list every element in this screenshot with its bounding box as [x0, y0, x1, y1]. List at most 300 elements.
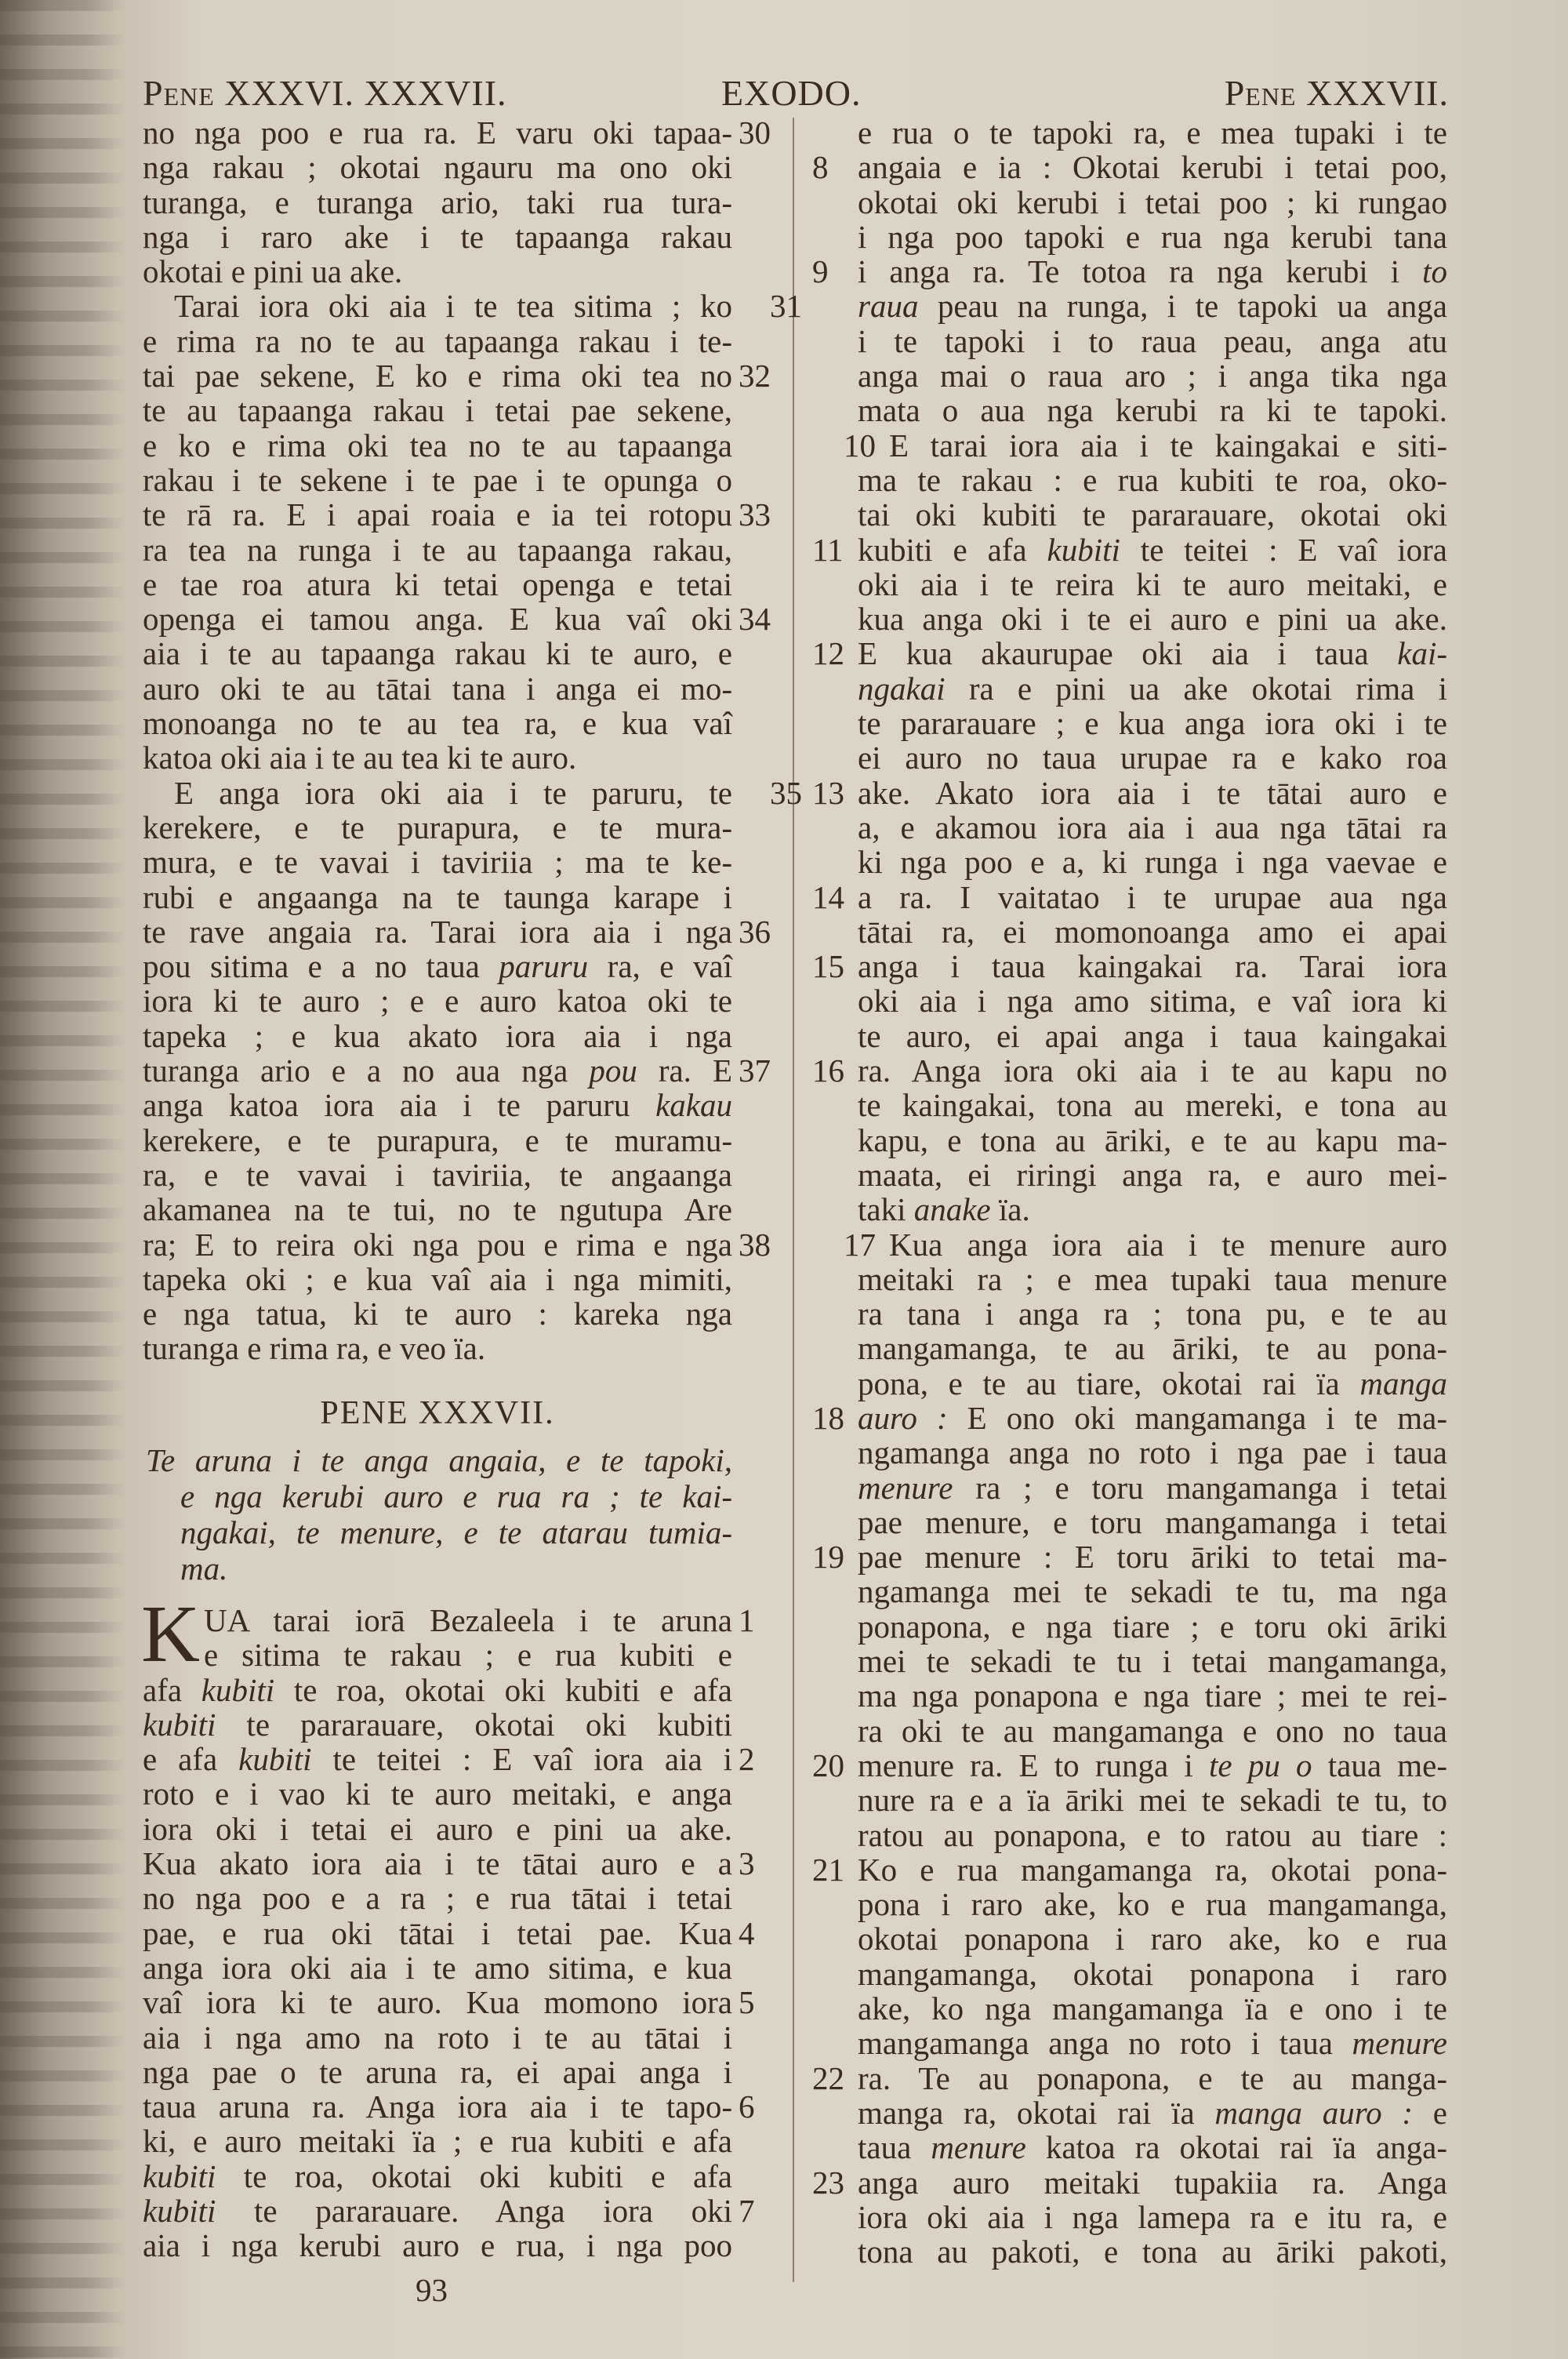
text-run: Ko e rua mangamanga ra, okotai pona-	[858, 1851, 1447, 1888]
text-run: e sitima te rakau ; e rua kubiti e	[204, 1637, 732, 1674]
text-line	[858, 810, 1447, 845]
text-run: i nga poo tapoki e rua nga kerubi tana	[858, 218, 1447, 255]
text-line	[143, 1707, 732, 1742]
text-run: afa	[143, 1671, 201, 1708]
text-line	[143, 1158, 732, 1192]
text-run: ïa.	[990, 1191, 1030, 1228]
text-line	[143, 567, 732, 602]
text-line	[858, 1783, 1447, 1817]
text-run: ra tana i anga ra ; tona pu, e te au	[858, 1296, 1447, 1332]
text-line	[143, 393, 732, 427]
text-run: tona au pakoti, e tona au āriki pakoti,	[858, 2234, 1447, 2270]
text-line	[858, 185, 1447, 220]
text-line	[143, 254, 732, 289]
text-run: pou sitima e a no taua	[143, 948, 499, 985]
text-run: turanga ario e a no aua nga	[143, 1052, 590, 1089]
text-line	[858, 2200, 1447, 2234]
text-line	[858, 289, 1447, 323]
text-run: nga rakau ; okotai ngauru ma ono oki	[143, 149, 732, 186]
text-line	[143, 1331, 732, 1365]
text-line	[143, 810, 732, 845]
text-run: mei te sekadi te tu i tetai mangamanga,	[858, 1643, 1447, 1680]
text-line	[858, 115, 1447, 150]
text-run: aia i te au tapaanga rakau ki te auro, e	[143, 635, 732, 672]
verse-number: 5	[739, 1984, 755, 2021]
text-run: e nga kerubi auro e rua ra ; te kai-	[180, 1478, 732, 1514]
text-line	[858, 567, 1447, 602]
text-run: te pararauare, okotai oki kubiti	[216, 1706, 732, 1743]
text-run: taki	[858, 1191, 914, 1228]
text-run: ra tea na runga i te au tapaanga rakau,	[143, 531, 732, 568]
chapter-heading: PENE XXXVII.	[320, 1395, 555, 1431]
text-line	[812, 149, 1447, 186]
text-run: ake. Akato iora aia i te tātai auro e	[858, 774, 1447, 811]
italic-text-run: raua	[858, 288, 919, 325]
text-run: katoa ra okotai rai ïa anga-	[1025, 2129, 1447, 2166]
text-line	[143, 2055, 732, 2089]
text-line	[858, 706, 1447, 740]
chapter-summary	[146, 1442, 732, 1587]
text-line	[858, 220, 1447, 254]
text-line	[143, 288, 802, 325]
text-line	[812, 774, 1447, 811]
text-run: anga iora oki aia i te amo sitima, e kua	[143, 1949, 732, 1986]
text-run: akamanea na te tui, no te ngutupa Are	[143, 1191, 732, 1228]
text-line	[812, 878, 1447, 915]
verse-number: 18	[812, 1399, 844, 1436]
text-run: mura, e te vavai i taviriia ; ma te ke-	[143, 844, 732, 881]
text-run: iora oki aia i nga lamepa ra e itu ra, e	[858, 2198, 1447, 2235]
text-line	[143, 1052, 771, 1089]
text-run: te roa, okotai oki kubiti e afa	[216, 2157, 732, 2194]
italic-text-run: kubiti	[201, 1671, 275, 1708]
text-run: iora ki te auro ; e e auro katoa oki te	[143, 983, 732, 1020]
text-run: ki nga poo e a, ki runga i nga vaevae e	[858, 844, 1447, 881]
text-line	[858, 1714, 1447, 1748]
text-line	[858, 602, 1447, 636]
verse-number: 19	[812, 1539, 844, 1576]
text-run: nga pae o te aruna ra, ei apai anga i	[143, 2053, 732, 2090]
verse-number: 16	[812, 1052, 844, 1089]
italic-text-run: kubiti	[1047, 531, 1120, 568]
text-run: Kua anga iora aia i te menure auro	[889, 1226, 1447, 1263]
text-run: turanga e rima ra, e veo ïa.	[143, 1330, 486, 1367]
text-run: roto e i vao ki te auro meitaki, e anga	[143, 1776, 732, 1812]
verse-number: 8	[812, 149, 829, 186]
text-run: ngamanga mei te sekadi te tu, ma nga	[858, 1573, 1447, 1610]
text-line	[143, 2159, 732, 2194]
text-run: openga ei tamou anga. E kua vaî oki	[143, 601, 732, 638]
text-run: i anga ra. Te totoa ra nga kerubi i	[858, 253, 1423, 290]
text-run: UA tarai iorā Bezaleela i te aruna	[204, 1602, 732, 1638]
text-run: ma te rakau : e rua kubiti te roa, oko-	[858, 461, 1447, 498]
text-run: a ra. I vaitatao i te urupae aua nga	[858, 878, 1447, 915]
text-line	[143, 983, 732, 1018]
text-line	[146, 1442, 732, 1478]
italic-text-run: to	[1422, 253, 1447, 290]
text-line	[858, 393, 1447, 427]
text-line	[858, 1574, 1447, 1608]
text-run: mangamanga anga no roto i taua	[858, 2025, 1352, 2062]
italic-text-run: kakau	[655, 1087, 732, 1124]
text-line	[858, 1818, 1447, 1852]
text-run: ponapona, e nga tiare ; e toru oki āriki	[858, 1608, 1447, 1645]
text-line	[812, 531, 1447, 568]
text-run: ma.	[180, 1550, 228, 1587]
running-header-left	[143, 72, 507, 114]
text-run: ra. Anga iora oki aia i te au kapu no	[858, 1052, 1447, 1089]
text-line	[143, 1741, 755, 1778]
verse-number: 3	[739, 1845, 755, 1882]
text-line	[143, 533, 732, 567]
text-line	[143, 1914, 755, 1951]
column-divider	[793, 118, 794, 2282]
text-run: ake, ko nga mangamanga ïa e ono i te	[858, 1990, 1447, 2027]
italic-text-run: kubiti	[238, 1741, 312, 1778]
verse-number: 38	[739, 1226, 771, 1263]
text-line	[858, 671, 1447, 706]
text-line	[844, 1226, 1447, 1263]
text-run: e nga tatua, ki te auro : kareka nga	[143, 1296, 732, 1332]
text-line	[143, 1296, 732, 1331]
text-run: anga auro meitaki tupakiia ra. Anga	[858, 2164, 1447, 2201]
text-line	[858, 463, 1447, 497]
text-run: ra, e vaî	[588, 948, 733, 985]
text-run: ra ; e toru mangamanga i tetai	[953, 1469, 1447, 1506]
text-run: no nga poo e a ra ; e rua tātai i tetai	[143, 1880, 732, 1917]
text-line	[143, 706, 732, 740]
verse-number: 21	[812, 1851, 844, 1888]
text-run: e ko e rima oki tea no te au tapaanga	[143, 427, 732, 463]
italic-text-run: manga auro :	[1214, 2094, 1414, 2131]
italic-text-run: menure	[858, 1469, 953, 1506]
text-line	[858, 1158, 1447, 1192]
text-line	[143, 880, 732, 914]
text-line	[858, 1921, 1447, 1956]
italic-text-run: auro :	[858, 1399, 948, 1436]
text-run: pae menure, e toru mangamanga i tetai	[858, 1503, 1447, 1540]
text-run: pona, e te au tiare, okotai rai ïa	[858, 1365, 1360, 1401]
verse-number: 20	[812, 1747, 844, 1783]
text-line	[858, 1957, 1447, 1991]
text-run: kua anga oki i te ei auro e pini ua ake.	[858, 601, 1447, 638]
text-run: ngakai, te menure, e te atarau tumia-	[180, 1514, 732, 1550]
text-run: okotai ponapona i raro ake, ko e rua	[858, 1921, 1447, 1957]
text-run: te teitei : E vaî iora aia i	[311, 1741, 732, 1778]
verse-number: 37	[739, 1052, 771, 1089]
text-line	[143, 2020, 732, 2055]
text-line	[143, 114, 771, 151]
verse-number: 1	[739, 1602, 755, 1638]
text-run: no nga poo e rua ra. E varu oki tapaa-	[143, 114, 732, 151]
header-right-prefix: Pene	[1224, 73, 1297, 113]
text-run: katoa oki aia i te au tea ki te auro.	[143, 740, 577, 776]
left-column-body	[143, 1602, 755, 2264]
text-line	[146, 1478, 732, 1514]
text-run: pona i raro ake, ko e rua mangamanga,	[858, 1886, 1447, 1923]
text-run: te teitei : E vaî iora	[1120, 531, 1447, 568]
text-line	[858, 1192, 1447, 1227]
text-line	[143, 324, 732, 358]
text-line	[858, 1123, 1447, 1158]
text-run: Te aruna i te anga angaia, e te tapoki,	[146, 1442, 732, 1478]
text-line	[812, 1399, 1447, 1436]
verse-number: 7	[739, 2193, 755, 2230]
text-line	[143, 1637, 732, 1672]
text-run: okotai e pini ua ake.	[143, 253, 403, 290]
verse-number: 2	[739, 1741, 755, 1778]
text-run: tapeka ; e kua akato iora aia i nga	[143, 1017, 732, 1054]
text-line	[143, 774, 802, 811]
italic-text-run: kubiti	[143, 1706, 216, 1743]
text-line	[858, 2234, 1447, 2269]
verse-number: 30	[739, 114, 771, 151]
text-run: kapu, e tona au āriki, e te au kapu ma-	[858, 1121, 1447, 1158]
text-line	[858, 1887, 1447, 1921]
running-header-book: EXODO.	[721, 73, 862, 113]
verse-number: 12	[812, 635, 844, 672]
text-run: Kua akato iora aia i te tātai auro e a	[143, 1845, 732, 1882]
text-run: ei auro no taua urupae ra e kako roa	[858, 740, 1447, 776]
text-line	[143, 1262, 732, 1296]
text-run: te pararauare ; e kua anga iora oki i te	[858, 705, 1447, 742]
text-run: i te tapoki i to raua peau, anga atu	[858, 322, 1447, 359]
verse-number: 9	[812, 253, 829, 290]
text-run: kerekere, e te purapura, e te muramu-	[143, 1121, 732, 1158]
text-run: tātai ra, ei momonoanga amo ei apai	[858, 913, 1447, 950]
text-line	[143, 1845, 755, 1882]
text-line	[143, 2088, 755, 2125]
text-line	[143, 1984, 755, 2021]
text-run: menure ra. E to runga i	[858, 1747, 1210, 1783]
text-line	[143, 150, 732, 184]
text-run: aia i nga kerubi auro e rua, i nga poo	[143, 2227, 732, 2264]
text-line	[143, 428, 732, 463]
text-line	[143, 671, 732, 706]
text-run: maata, ei riringi anga ra, e auro mei-	[858, 1156, 1447, 1193]
text-line	[143, 740, 732, 775]
text-line	[812, 1851, 1447, 1888]
text-line	[858, 2130, 1447, 2165]
italic-text-run: manga	[1359, 1365, 1447, 1401]
text-line	[146, 1550, 732, 1587]
text-line	[143, 1019, 732, 1053]
text-line	[143, 185, 732, 220]
text-line	[143, 1950, 732, 1985]
text-run: ma nga ponapona e nga tiare ; mei te rei-	[858, 1677, 1447, 1714]
header-left-prefix: Pene	[143, 73, 215, 113]
text-run: Tarai iora oki aia i te tea sitima ; ko	[174, 288, 732, 325]
italic-text-run: kubiti	[143, 2193, 216, 2230]
text-run: E ono oki mangamanga i te ma-	[947, 1399, 1447, 1436]
text-line	[858, 1991, 1447, 2026]
italic-text-run: kai-	[1397, 635, 1447, 672]
text-run: ra e pini ua ake okotai rima i	[945, 670, 1447, 707]
verse-number: 33	[739, 496, 771, 533]
text-line	[143, 496, 771, 533]
text-line	[143, 1881, 732, 1915]
text-line	[143, 2228, 732, 2263]
text-run: ra; E to reira oki nga pou e rima e nga	[143, 1226, 732, 1263]
text-line	[143, 913, 771, 950]
verse-number: 31	[770, 288, 802, 325]
text-run: kerekere, e te purapura, e te mura-	[143, 809, 732, 845]
text-run: E tarai iora aia i te kaingakai e siti-	[889, 427, 1447, 463]
text-run: anga mai o raua aro ; i anga tika nga	[858, 358, 1447, 394]
text-line	[143, 1673, 732, 1707]
text-run: e	[1413, 2094, 1447, 2131]
italic-text-run: te pu o	[1209, 1747, 1312, 1783]
text-line	[812, 2164, 1447, 2201]
text-run: te kaingakai, tona au mereki, e tona au	[858, 1087, 1447, 1124]
text-run: anga i taua kaingakai ra. Tarai iora	[858, 948, 1447, 985]
text-run: rubi e angaanga na te taunga karape i	[143, 878, 732, 915]
text-run: oki aia i nga amo sitima, e vaî iora ki	[858, 983, 1447, 1020]
verse-number: 13	[812, 774, 844, 811]
text-run: E anga iora oki aia i te paruru, te	[174, 774, 732, 811]
text-run: nure ra e a ïa āriki mei te sekadi te tu, to	[858, 1782, 1447, 1819]
text-line	[812, 2059, 1447, 2096]
text-run: monoanga no te au tea ra, e kua vaî	[143, 705, 732, 742]
text-run: mangamanga, te au āriki, te au pona-	[858, 1330, 1447, 1367]
text-run: ra, e te vavai i taviriia, te angaanga	[143, 1156, 732, 1193]
text-line	[858, 740, 1447, 775]
text-line	[143, 1226, 771, 1263]
text-run: ki, e auro meitaki ïa ; e rua kubiti e afa	[143, 2123, 732, 2160]
text-run: e rua o te tapoki ra, e mea tupaki i te	[858, 114, 1447, 151]
text-run: taua me-	[1312, 1747, 1448, 1783]
text-line	[143, 1602, 755, 1638]
text-run: tai pae sekene, E ko e rima oki tea no	[143, 358, 732, 394]
text-line	[143, 220, 732, 254]
text-run: te roa, okotai oki kubiti e afa	[274, 1671, 732, 1708]
text-line	[858, 1262, 1447, 1296]
text-line	[858, 2026, 1447, 2060]
text-run: vaî iora ki te auro. Kua momono iora	[143, 1984, 732, 2021]
text-line	[812, 1539, 1447, 1576]
text-run: turanga, e turanga ario, taki rua tura-	[143, 184, 732, 220]
italic-text-run: menure	[931, 2129, 1026, 2166]
text-run: ra oki te au mangamanga e ono no taua	[858, 1712, 1447, 1749]
text-run: peau na runga, i te tapoki ua anga	[918, 288, 1447, 325]
text-run: te auro, ei apai anga i taua kaingakai	[858, 1017, 1447, 1054]
text-line	[812, 1747, 1448, 1783]
text-line	[143, 1812, 732, 1846]
italic-text-run: ngakai	[858, 670, 946, 707]
text-line	[858, 1435, 1447, 1470]
text-line	[858, 324, 1447, 358]
text-line	[858, 1609, 1447, 1644]
text-run: pae menure : E toru āriki to tetai ma-	[858, 1539, 1447, 1576]
text-line	[146, 1514, 732, 1550]
verse-number: 23	[812, 2164, 844, 2201]
text-run: te pararauare. Anga iora oki	[216, 2193, 732, 2230]
verse-number: 4	[739, 1914, 755, 1951]
text-line	[812, 948, 1447, 985]
text-line	[812, 1052, 1447, 1089]
text-line	[858, 2095, 1447, 2130]
text-run: iora oki i tetai ei auro e pini ua ake.	[143, 1810, 732, 1847]
text-run: nga i raro ake i te tapaanga rakau	[143, 218, 732, 255]
text-line	[812, 635, 1447, 672]
text-line	[858, 1505, 1447, 1539]
text-run: manga ra, okotai rai ïa	[858, 2094, 1215, 2131]
text-run: ngamanga anga no roto i nga pae i taua	[858, 1434, 1447, 1471]
text-line	[143, 845, 732, 879]
verse-number: 14	[812, 878, 844, 915]
verse-number: 36	[739, 913, 771, 950]
text-run: ra. Te au ponapona, e te au manga-	[858, 2059, 1447, 2096]
verse-number: 6	[739, 2088, 755, 2125]
page-number: 93	[416, 2272, 448, 2308]
text-line	[143, 1123, 732, 1158]
text-line	[858, 914, 1447, 949]
text-run: mata o aua nga kerubi ra ki te tapoki.	[858, 392, 1447, 429]
text-run: oki aia i te reira ki te auro meitaki, e	[858, 565, 1447, 602]
text-run: anga katoa iora aia i te paruru	[143, 1087, 656, 1124]
italic-text-run: menure	[1352, 2025, 1447, 2062]
header-right-chapter: XXXVII.	[1296, 73, 1449, 113]
text-run: pae, e rua oki tātai i tetai pae. Kua	[143, 1914, 732, 1951]
text-run: a, e akamou iora aia i aua nga tātai ra	[858, 809, 1447, 845]
text-line	[858, 497, 1447, 532]
text-line	[858, 358, 1447, 393]
verse-number: 35	[770, 774, 802, 811]
text-run: taua aruna ra. Anga iora aia i te tapo-	[143, 2088, 732, 2125]
text-line	[858, 1331, 1447, 1365]
text-line	[143, 636, 732, 671]
drop-cap: K	[141, 1589, 201, 1679]
right-column	[812, 114, 1448, 2270]
text-run: auro oki te au tātai tana i anga ei mo-	[143, 670, 732, 707]
text-run: kubiti e afa	[858, 531, 1047, 568]
verse-number: 17	[844, 1226, 876, 1263]
text-line	[858, 1470, 1447, 1505]
text-line	[858, 845, 1447, 879]
text-line	[858, 1678, 1447, 1713]
text-line	[143, 2124, 732, 2158]
italic-text-run: anake	[913, 1191, 991, 1228]
text-line	[858, 983, 1447, 1018]
text-line	[858, 1366, 1447, 1401]
verse-number: 34	[739, 601, 771, 638]
text-run: tai oki kubiti te pararauare, okotai oki	[858, 496, 1447, 533]
verse-number: 15	[812, 948, 844, 985]
text-run: ratou au ponapona, e to ratou au tiare :	[858, 1816, 1447, 1853]
text-run: okotai oki kerubi i tetai poo ; ki rungao	[858, 184, 1447, 220]
text-run: e rima ra no te au tapaanga rakau i te-	[143, 322, 732, 359]
adjacent-page-edge	[0, 0, 125, 2359]
verse-number: 32	[739, 358, 771, 394]
text-run: aia i nga amo na roto i te au tātai i	[143, 2019, 732, 2055]
text-line	[858, 1644, 1447, 1678]
italic-text-run: kubiti	[143, 2157, 216, 2194]
text-line	[858, 1088, 1447, 1122]
text-run: te au tapaanga rakau i tetai pae sekene,	[143, 392, 732, 429]
text-run: te rā ra. E i apai roaia e ia tei rotopu	[143, 496, 732, 533]
text-run: rakau i te sekene i te pae i te opunga o	[143, 461, 732, 498]
text-line	[812, 253, 1447, 290]
verse-number: 10	[844, 427, 876, 463]
text-run: taua	[858, 2129, 931, 2166]
text-line	[143, 1192, 732, 1227]
text-run: ra. E	[637, 1052, 732, 1089]
text-run: tapeka oki ; e kua vaî aia i nga mimiti,	[143, 1260, 732, 1297]
text-line	[844, 427, 1447, 463]
text-line	[858, 1296, 1447, 1331]
text-line	[143, 463, 732, 497]
text-line	[858, 1019, 1447, 1053]
